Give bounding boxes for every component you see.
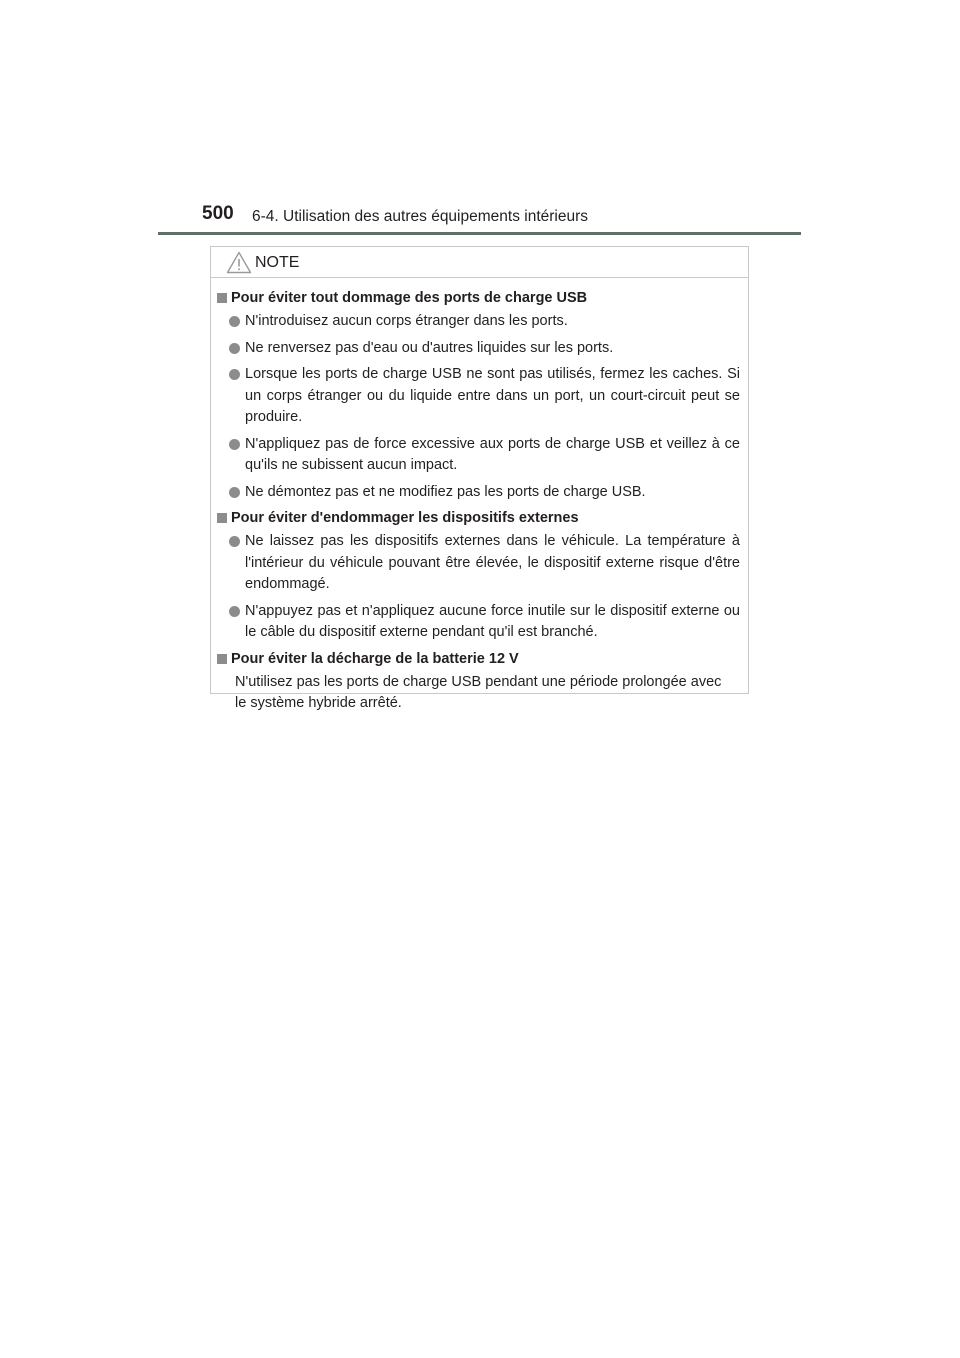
list-item-text: N'appliquez pas de force excessive aux ports de charge USB et veillez à ce qu'ils ne subissent aucun impact. [245,435,740,473]
section-heading [217,508,742,528]
list-item [229,531,742,596]
list-item [229,364,742,429]
round-bullet-icon [229,369,240,380]
note-title: NOTE [255,254,300,271]
round-bullet-icon [229,343,240,354]
list-item [229,601,742,644]
list-item-text: Lorsque les ports de charge USB ne sont pas utilisés, fermez les caches. Si un corps étranger ou du liquide entre dans un port, un court-circuit peut se produire. [245,366,740,425]
header-divider [158,232,801,235]
section-heading-text: Pour éviter la décharge de la batterie 12 V [231,650,519,667]
note-section [217,649,742,715]
list-item [229,338,742,360]
section-heading-text: Pour éviter tout dommage des ports de charge USB [231,290,588,306]
section-paragraph: N'utilisez pas les ports de charge USB pendant une période prolongée avec le système hybride arrêté. [235,673,722,711]
section-heading [217,288,742,308]
round-bullet-icon [229,316,240,327]
list-item-text: N'appuyez pas et n'appliquez aucune force inutile sur le dispositif externe ou le câble du dispositif externe pendant qu'il est branché. [245,602,740,640]
note-header [211,247,748,278]
note-section [217,508,742,644]
section-heading [217,649,742,669]
round-bullet-icon [229,487,240,498]
round-bullet-icon [229,536,240,547]
note-section [217,288,742,503]
list-item [229,482,742,504]
list-item-text: Ne laissez pas les dispositifs externes dans le véhicule. La température à l'intérieur du véhicule pouvant être élevée, le dispositif externe risque d'être endommagé. [245,533,740,592]
section-heading-text: Pour éviter d'endommager les dispositifs externes [231,510,579,526]
page-number: 500 [202,203,234,224]
round-bullet-icon [229,439,240,450]
list-item [229,311,742,333]
warning-triangle-icon [226,251,252,274]
square-bullet-icon [217,293,227,303]
square-bullet-icon [217,513,227,523]
list-item [229,434,742,477]
note-body [211,278,748,715]
list-item-text: Ne démontez pas et ne modifiez pas les ports de charge USB. [245,483,646,500]
list-item-text: N'introduisez aucun corps étranger dans les ports. [245,313,568,329]
square-bullet-icon [217,654,227,664]
note-box [210,246,749,711]
page-header [0,0,960,240]
section-title: 6-4. Utilisation des autres équipements intérieurs [252,208,589,225]
list-item-text: Ne renversez pas d'eau ou d'autres liquides sur les ports. [245,339,614,356]
round-bullet-icon [229,606,240,617]
